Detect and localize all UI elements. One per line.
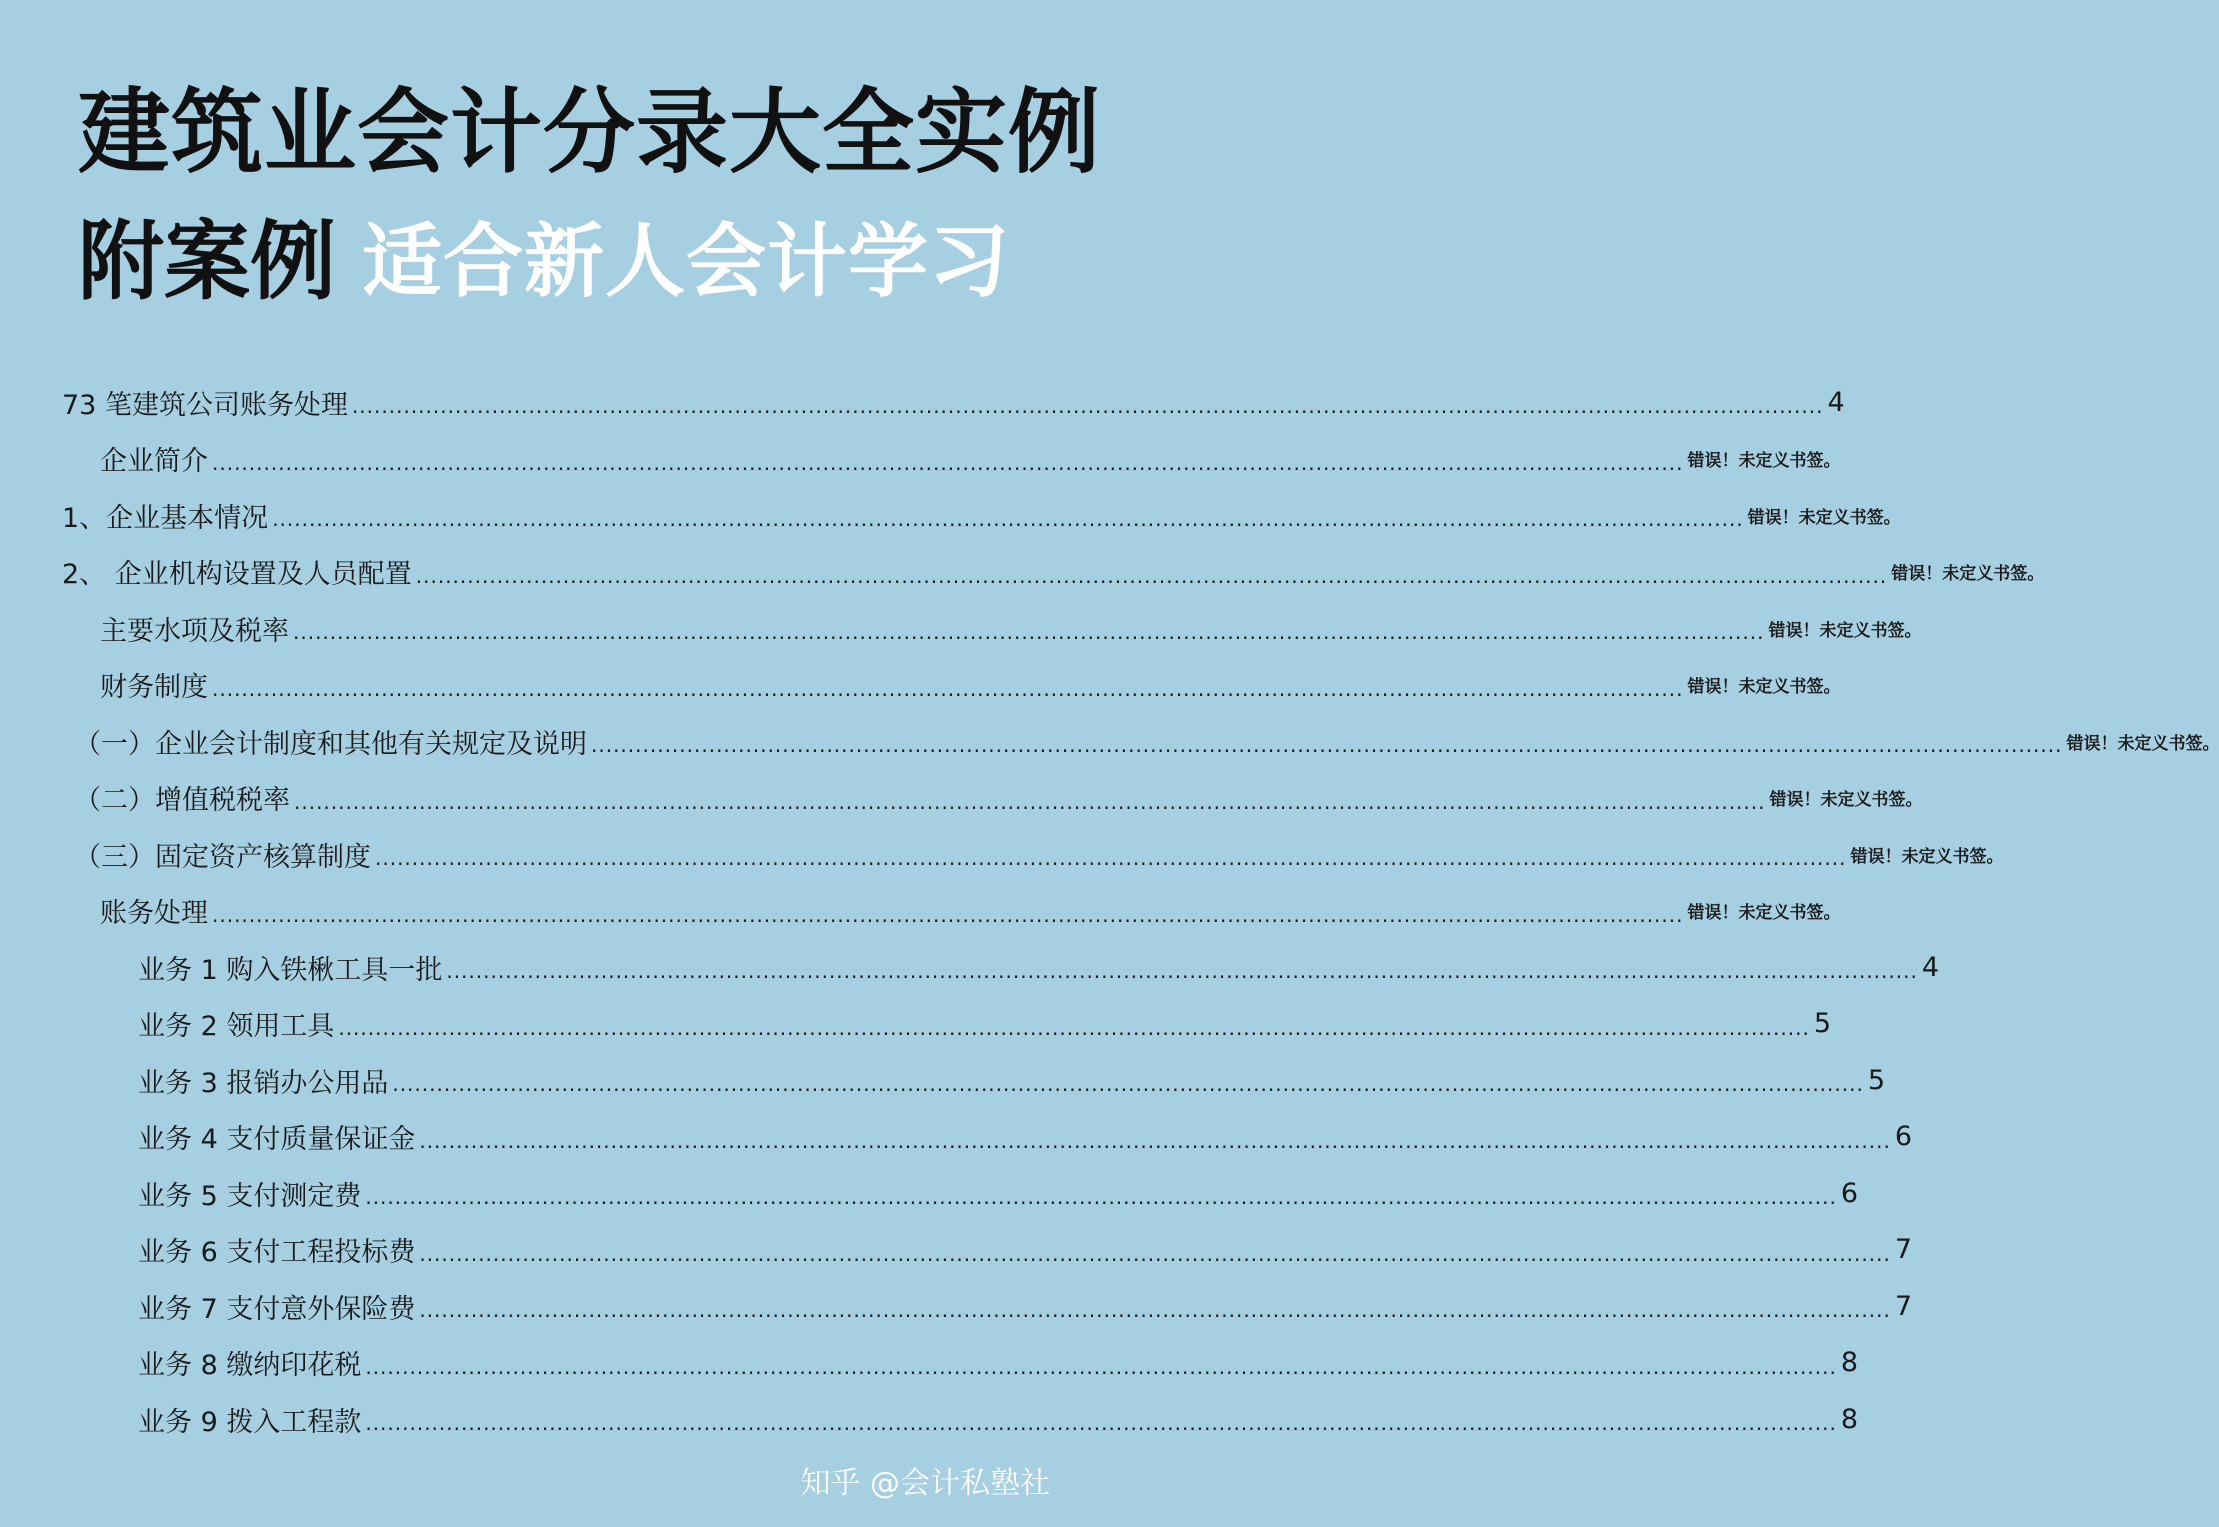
toc-dot-leader: ........................................................................................................................................................................................................ [419,1128,1891,1153]
toc-entry-label: 业务 6 支付工程投标费 [138,1237,416,1268]
toc-entry[interactable] [62,544,2045,600]
toc-dot-leader: ........................................................................................................................................................................................................ [446,959,1918,983]
toc-entry-label: 财务制度 [100,672,208,703]
toc-dot-leader: ........................................................................................................................................................................................................ [338,1015,1810,1040]
toc-dot-leader: ........................................................................................................................................................................................................ [392,1072,1864,1096]
toc-entry-page: 错误！未定义书签。 [1687,451,1841,471]
toc-entry[interactable] [138,1391,1859,1447]
toc-entry[interactable] [100,600,1922,656]
toc-entry-label: 业务 4 支付质量保证金 [138,1124,416,1155]
toc-entry-page: 8 [1840,1403,1859,1435]
toc-entry[interactable] [138,1052,1886,1108]
toc-entry-label: 2、 企业机构设置及人员配置 [62,559,412,590]
toc-entry-label: （一）企业会计制度和其他有关规定及说明 [74,728,587,760]
toc-entry-page: 错误！未定义书签。 [1687,903,1841,923]
toc-entry-label: 主要水项及税率 [100,615,289,647]
toc-entry-page: 4 [1827,386,1845,418]
toc-entry-page: 4 [1921,951,1940,983]
toc-entry-label: 企业简介 [100,446,208,477]
toc-entry[interactable] [138,939,1940,995]
toc-entry-label: 业务 8 缴纳印花税 [138,1350,362,1381]
toc-entry-page: 6 [1840,1177,1859,1209]
toc-entry[interactable] [100,431,1841,487]
toc-entry-label: 73 笔建筑公司账务处理 [62,389,348,421]
toc-entry-page: 6 [1894,1121,1913,1152]
subtitle-dark: 附案例 [78,212,336,312]
toc-dot-leader: ........................................................................................................................................................................................................ [415,563,1888,588]
toc-entry[interactable] [100,883,1841,939]
toc-entry-page: 8 [1840,1347,1859,1378]
toc-entry-page: 错误！未定义书签。 [1687,677,1841,697]
toc-dot-leader: ........................................................................................................................................................................................................ [212,676,1684,701]
toc-entry-label: 业务 3 报销办公用品 [138,1067,389,1099]
toc-entry-label: 业务 9 拨入工程款 [138,1406,362,1438]
toc-entry-label: （二）增值税税率 [74,785,290,816]
toc-dot-leader: ........................................................................................................................................................................................................ [419,1241,1891,1266]
toc-dot-leader: ........................................................................................................................................................................................................ [591,733,2063,757]
toc-entry-label: 业务 5 支付测定费 [138,1180,362,1212]
toc-entry-page: 错误！未定义书签。 [1747,507,1901,528]
toc-dot-leader: ........................................................................................................................................................................................................ [365,1185,1837,1209]
toc-entry-page: 7 [1894,1290,1913,1322]
toc-dot-leader: ........................................................................................................................................................................................................ [212,450,1684,475]
toc-entry[interactable] [138,1335,1859,1391]
toc-entry[interactable] [74,770,1923,826]
toc-entry-page: 错误！未定义书签。 [2066,733,2219,754]
toc-entry-page: 5 [1867,1064,1886,1096]
toc-dot-leader: ........................................................................................................................................................................................................ [351,394,1824,418]
toc-dot-leader: ........................................................................................................................................................................................................ [365,1411,1837,1435]
toc-entry-label: 1、企业基本情况 [62,502,269,534]
toc-entry[interactable] [138,1278,1913,1334]
toc-entry-label: （三）固定资产核算制度 [74,841,371,873]
toc-dot-leader: ........................................................................................................................................................................................................ [272,507,1744,531]
toc-entry[interactable] [62,487,1901,543]
toc-entry-page: 错误！未定义书签。 [1769,790,1923,810]
toc-entry-label: 业务 1 购入铁楸工具一批 [138,954,443,986]
toc-entry[interactable] [74,713,2219,769]
subtitle-white: 适合新人会计学习 [362,215,1010,308]
watermark: 知乎 @会计私塾社 [800,1466,1050,1501]
toc-entry-page: 错误！未定义书签。 [1850,846,2004,867]
toc-dot-leader: ........................................................................................................................................................................................................ [419,1298,1891,1322]
toc-dot-leader: ........................................................................................................................................................................................................ [375,846,1847,870]
toc-entry[interactable] [138,1109,1913,1165]
toc-entry[interactable] [138,1165,1859,1221]
toc-entry-page: 7 [1894,1234,1913,1265]
toc-entry[interactable] [138,996,1832,1052]
toc-dot-leader: ........................................................................................................................................................................................................ [212,902,1684,927]
toc-dot-leader: ........................................................................................................................................................................................................ [293,620,1765,644]
toc-entry[interactable] [100,657,1841,713]
toc-dot-leader: ........................................................................................................................................................................................................ [365,1354,1837,1379]
toc-entry-label: 业务 2 领用工具 [138,1011,335,1042]
toc-entry[interactable] [138,1222,1913,1278]
toc-dot-leader: ........................................................................................................................................................................................................ [294,789,1766,814]
main-title: 建筑业会计分录大全实例 [78,79,1102,186]
toc-entry-page: 错误！未定义书签。 [1891,564,2045,584]
toc-entry-label: 业务 7 支付意外保险费 [138,1293,416,1325]
toc-entry[interactable] [62,374,1845,430]
toc-entry-page: 5 [1813,1008,1832,1039]
toc-entry-page: 错误！未定义书签。 [1768,620,1922,641]
toc-entry[interactable] [74,826,2004,882]
toc-entry-label: 账务处理 [100,898,208,929]
